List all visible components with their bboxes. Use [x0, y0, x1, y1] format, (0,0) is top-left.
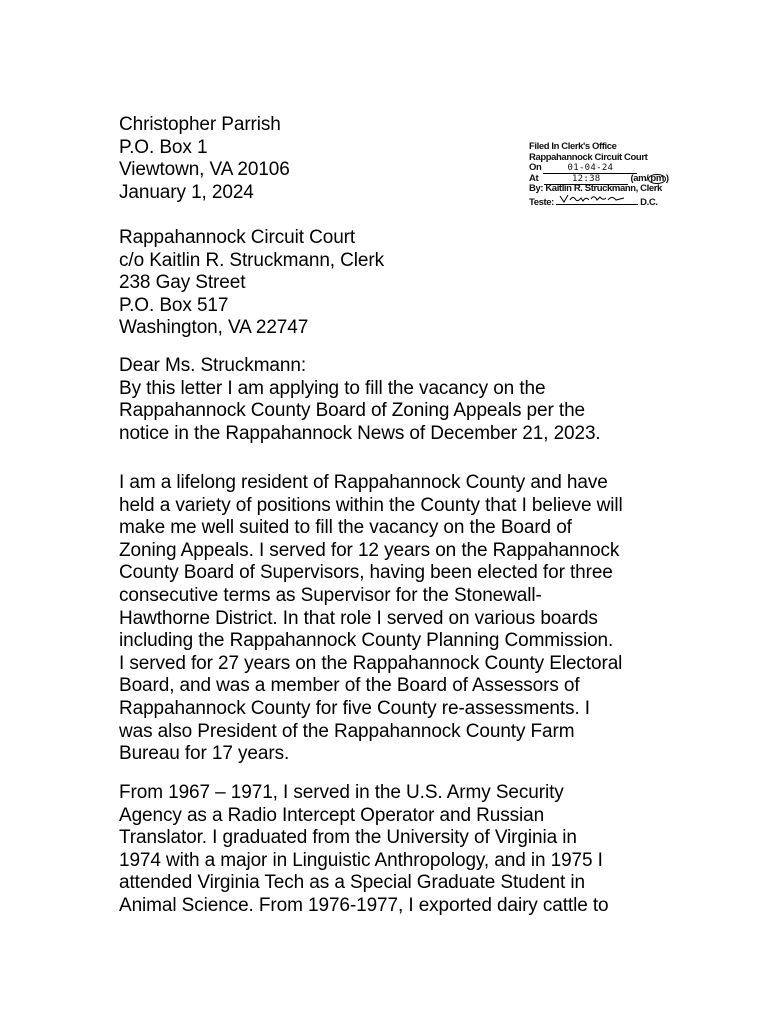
stamp-teste-label: Teste: [529, 196, 554, 208]
sender-city-line: Viewtown, VA 20106 [119, 159, 290, 181]
letter-date: January 1, 2024 [119, 181, 254, 203]
paragraph-line: I am a lifelong resident of Rappahannock County and have [119, 472, 608, 493]
paragraph-line: Translator. I graduated from the University of Virginia in [119, 827, 577, 849]
paragraph-line: Rappahannock County for five County re-assessments. I [119, 697, 590, 719]
paragraph-military-education [119, 782, 609, 918]
paragraph-line: Bureau for 17 years. [119, 743, 290, 765]
paragraph-line: notice in the Rappahannock News of December 21, 2023. [119, 422, 601, 444]
paragraph-line: Agency as a Radio Intercept Operator and Russian [119, 804, 545, 826]
paragraph-line: Zoning Appeals. I served for 12 years on the Rappahannock [119, 539, 620, 561]
deputy-clerk-signature [558, 192, 628, 204]
paragraph-line: I served for 27 years on the Rappahannock County Electoral [119, 652, 623, 674]
paragraph-line: make me well suited to fill the vacancy on the Board of [119, 517, 572, 539]
recipient-line: Rappahannock Circuit Court [119, 227, 356, 248]
paragraph-line: 1974 with a major in Linguistic Anthropology, and in 1975 I [119, 849, 603, 871]
stamp-title: Filed In Clerk's Office [529, 141, 617, 152]
clerk-filing-stamp [529, 141, 689, 208]
paragraph-line: consecutive terms as Supervisor for the Stonewall- [119, 584, 542, 606]
paragraph-line: held a variety of positions within the County that I believe will [119, 494, 623, 516]
paragraph-line: attended Virginia Tech as a Special Graduate Student in [119, 872, 585, 894]
recipient-line: P.O. Box 517 [119, 294, 229, 316]
paragraph-line: including the Rappahannock County Planning Commission. [119, 630, 614, 652]
salutation-and-first-paragraph [119, 355, 601, 445]
stamp-am-pm-close: ) [665, 172, 669, 184]
stamp-on-date: 01-04-24 [543, 164, 637, 174]
stamp-teste-suffix: D.C. [640, 196, 658, 208]
stamp-at-time: 12:38 [544, 175, 628, 185]
stamp-at-label: At [529, 172, 539, 184]
stamp-court: Rappahannock Circuit Court [529, 151, 648, 163]
recipient-address-block [119, 227, 384, 340]
recipient-line: c/o Kaitlin R. Struckmann, Clerk [119, 249, 384, 271]
sender-name: Christopher Parrish [119, 114, 281, 135]
paragraph-line: Rappahannock County Board of Zoning Appeals per the [119, 400, 586, 422]
paragraph-positions [119, 472, 623, 766]
paragraph-line: County Board of Supervisors, having been elected for three [119, 562, 613, 584]
paragraph-line: was also President of the Rappahannock County Farm [119, 720, 575, 742]
stamp-teste-signature-line [556, 195, 638, 205]
stamp-pm-circled: pm [650, 172, 664, 184]
paragraph-line: From 1967 – 1971, I served in the U.S. Army Security [119, 782, 564, 803]
recipient-line: 238 Gay Street [119, 272, 246, 294]
stamp-teste-row [529, 195, 689, 206]
sender-po-box: P.O. Box 1 [119, 136, 208, 158]
recipient-line: Washington, VA 22747 [119, 317, 309, 339]
stamp-on-label: On [529, 162, 542, 173]
paragraph-line: Board, and was a member of the Board of Assessors of [119, 675, 580, 697]
salutation: Dear Ms. Struckmann: [119, 355, 306, 376]
paragraph-line: Hawthorne District. In that role I served on various boards [119, 607, 598, 629]
sender-address-block [119, 114, 290, 204]
paragraph-line: Animal Science. From 1976-1977, I exported dairy cattle to [119, 894, 609, 916]
stamp-by-line: By: Kaitlin R. Struckmann, Clerk [529, 183, 662, 194]
paragraph-line: By this letter I am applying to fill the vacancy on the [119, 377, 546, 399]
stamp-am-pm-open: (am/ [630, 172, 649, 184]
